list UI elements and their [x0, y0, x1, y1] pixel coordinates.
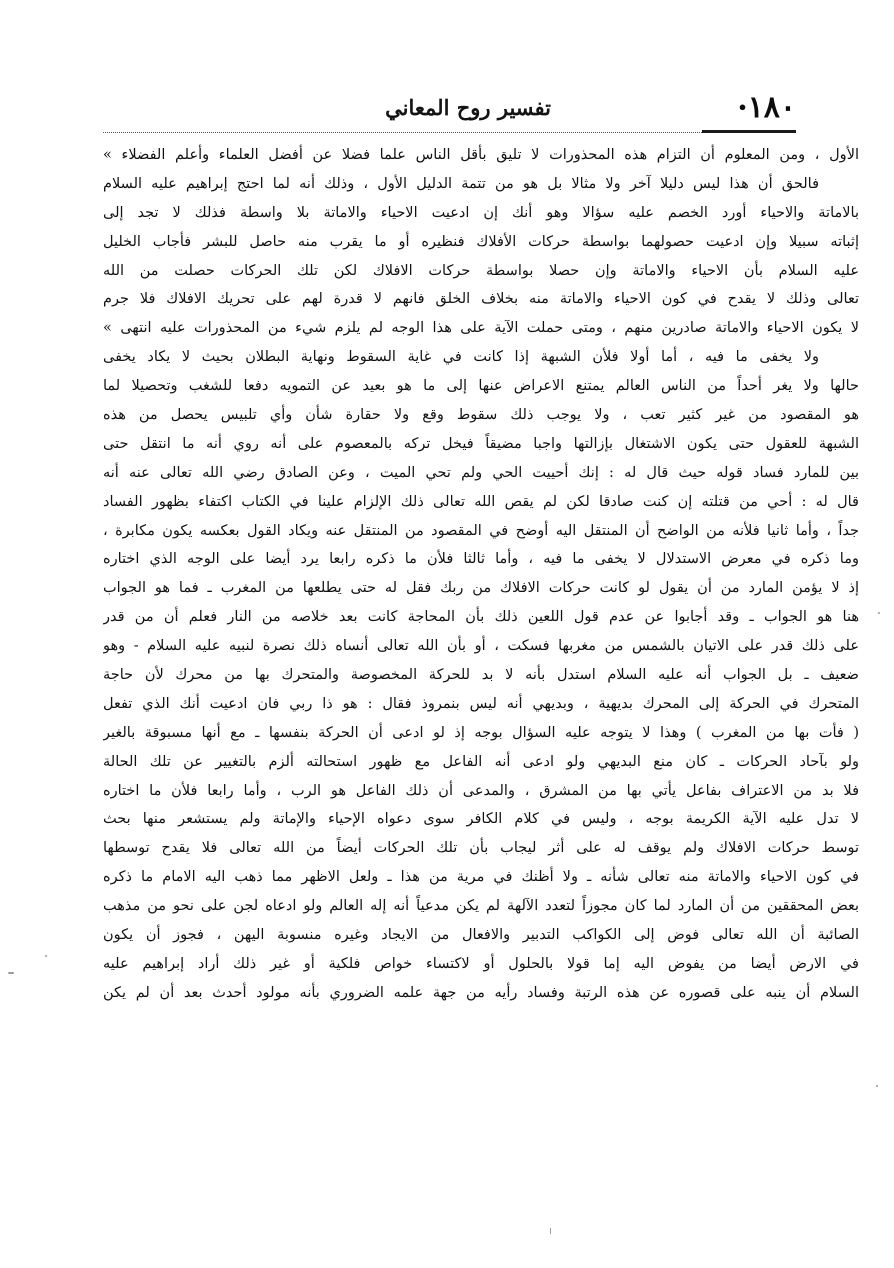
page-number	[735, 90, 796, 126]
text-line: الشبهة للعقول حتى يكون الاشتغال بإزالتها واجبا مضيقاً فيخل تركه بالمعصوم على أنه روي أنه ما انتقل حتى	[103, 435, 859, 452]
text-line: توسط حركات الافلاك ولم يوقف له على أثر ليجاب بأن تلك الحركات أيضاً من الله تعالى فلا يقدح توسطها	[103, 840, 859, 857]
text-line: لا يكون الاحياء والاماتة صادرين منهم ، ومتى حملت الآية على هذا الوجه لم يلزم شيء من المحذورات عليه انتهى »	[103, 320, 859, 337]
text-line: ضعيف ـ بل الجواب أنه عليه السلام استدل بأنه لا بد للحركة المخصوصة والمتحرك بها من محرك لأن حاجة	[103, 667, 859, 684]
text-line: جداً ، وأما ثانيا فلأنه من الواضح أن المنتقل اليه أوضح في المقصود من المنتقل عنه ويكاد القول بعكسه يكون مكابرة ،	[103, 522, 859, 539]
text-line: وما ذكره في معرض الاستدلال لا يخفى ما فيه ، وأما ثالثا فلأن ما ذكره رابعا يرد أيضا على الوجه الذي اختاره	[103, 551, 859, 568]
header-rule-solid	[702, 130, 796, 133]
text-line: بين للمارد فساد قوله حيث قال له : إنك أحييت الحي ولم تحي الميت ، وعن الصادق رضي الله تعالى عنه أنه	[103, 464, 859, 481]
body-text	[103, 141, 859, 1008]
text-line: ( فأت بها من المغرب ) وهذا لا يتوجه عليه السؤال بوجه إذ لو ادعى أن الحركة بنفسها ـ مع أنها مسبوقة بالغير	[103, 724, 859, 741]
text-line: عليه السلام بأن الاحياء والاماتة وإن حصلا بواسطة حركات الافلاك لكن تلك الحركات حصلت من الله	[103, 262, 859, 279]
text-line: المتحرك في الحركة إلى المحرك بديهية ، وبديهي أنه ليس بنمروذ فقال : هو ذا ربي فان ادعيت أنك الذي تفعل	[103, 695, 859, 712]
scan-speck	[878, 612, 880, 614]
text-line: بالاماتة والاحياء أورد الخصم عليه سؤالا وهو أنك إن ادعيت الاحياء والاماتة بلا واسطة فذلك لا تجد إلى	[103, 204, 859, 221]
text-line: هو المقصود من غير كثير تعب ، ولا يوجب ذلك سقوط وقع ولا حقارة شأن وأي تلبيس يحصل من هذه	[103, 407, 859, 424]
text-line: ولا يخفى ما فيه ، أما أولا فلأن الشبهة إذا كانت في غاية السقوط ونهاية البطلان بحيث لا يكاد يخفى	[103, 349, 819, 366]
page-number-digits: ١٨٠	[747, 90, 796, 125]
text-line: الصائبة أن الله تعالى فوض إلى الكواكب التدبير والافعال من الايجاد وغيره منسوبة اليهن ، فجوز أن يكون	[103, 927, 859, 944]
text-line: لا تدل عليه الآية الكريمة بوجه ، وليس في كلام الكافر سوى دعواه الإحياء والإماتة ولم يستشعر منها بحث	[103, 811, 859, 828]
text-line: ولو بآحاد الحركات ـ كان منع البديهي ولو ادعى أنه الفاعل مع ظهور استحالته ألزم بالتغيير عن تلك الحالة	[103, 753, 859, 770]
text-line: هنا هو الجواب ـ وقد أجابوا عن عدم قول اللعين ذلك بأن المحاجة كانت بعد خلاصه من النار فعلم أن من قدر	[103, 609, 859, 626]
text-line: حالها ولا يغر أحداً من الناس العالم يمتنع الاعراض عنها إلى ما هو بعيد عن التمويه دفعا للشغب وتحصيلا لما	[103, 378, 859, 395]
scan-speck	[550, 1228, 551, 1234]
scan-speck	[45, 955, 47, 957]
text-line: فالحق أن هذا ليس دليلا آخر ولا مثالا بل هو من تتمة الدليل الأول ، وذلك أنه لما احتج إبراهيم عليه السلام	[103, 175, 819, 192]
scan-speck	[876, 1085, 878, 1087]
text-line: فلا بد من الاعتراف بفاعل يأتي بها من المشرق ، والمدعى أن ذلك الفاعل هو الرب ، وأما رابعا فلأن ما اختاره	[103, 782, 859, 799]
text-line: قال له : أحي من قتلته إن كنت صادقا لكن لم يقص الله تعالى ذلك الإلزام علينا في الكتاب اكتفاء بظهور الفساد	[103, 493, 859, 510]
text-line: السلام أن ينبه على قصوره عن هذه الرتبة وفساد رأيه من جهة علمه الضروري بأنه مولود أحدث بعد أن لم يكن	[103, 984, 859, 1001]
text-line: إثباته سبيلا وإن ادعيت حصولهما بواسطة حركات الأفلاك فنظيره أو ما يقرب منه حاصل للبشر فأجاب الخليل	[103, 233, 859, 250]
header-rule-dotted	[103, 132, 702, 133]
text-line: في كون الاحياء والاماتة منه تعالى شأنه ـ ولا أظنك في مرية من هذا ـ ولعل الاظهر مما ذهب اليه الامام ما ذكره	[103, 869, 859, 886]
text-line: في الارض أيضا من يفوض اليه إما قولا بالحلول أو لاكتساء خواص فلكية أو غير ذلك أراد إبراهيم عليه	[103, 955, 859, 972]
page-number-mark: •	[737, 98, 748, 117]
scan-speck	[8, 972, 14, 974]
text-line: تعالى وذلك لا يقدح في كون الاحياء والاماتة منه بخلاف الخلق فانهم لا قدرة لهم على تحريك الافلاك فلا جرم	[103, 291, 859, 308]
text-line: إذ لا يؤمن المارد من أن يقول لو كانت حركات الافلاك من ربك فقل له حتى يطلعها من المغرب ـ فما هو الجواب	[103, 580, 859, 597]
text-line: الأول ، ومن المعلوم أن التزام هذه المحذورات لا تليق بأقل الناس علما فضلا عن أفضل العلماء وأعلم الفضلاء »	[103, 147, 859, 163]
running-header	[103, 92, 796, 130]
running-title: تفسير روح المعاني	[385, 95, 551, 120]
text-line: بعض المحققين من أن المارد لما كان مجوزاً لتعدد الآلهة لم يكن مدعياً أنه إله العالم ولو ادعاه لجن على نحو من مذهب	[103, 898, 859, 915]
text-line: على ذلك قدر على الاتيان بالشمس من مغربها فسكت ، أو بأن الله تعالى أنساه ذلك نصرة لنبيه عليه السلام - وهو	[103, 638, 859, 655]
